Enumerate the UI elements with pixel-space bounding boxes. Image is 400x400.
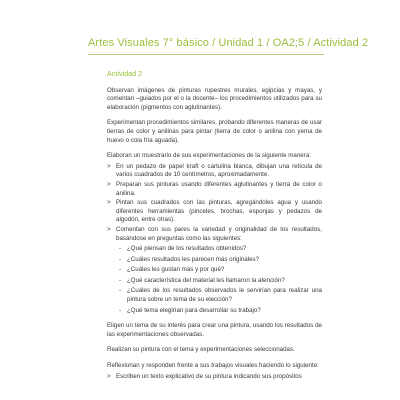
list-item (107, 181, 322, 198)
choose-theme-paragraph: Eligen un tema de su interés para crear una pintura, usando los resultados de las experimentaciones observadas. (107, 322, 322, 338)
reflect-list (107, 373, 322, 382)
list-item (107, 373, 322, 382)
question-text: ¿Qué piensan de los resultados obtenidos? (127, 245, 247, 253)
list-item (116, 266, 322, 275)
bullet-arrow-icon: > (107, 199, 111, 207)
question-text: ¿Cuáles les gustan más y por qué? (127, 266, 225, 274)
bullet-arrow-icon: > (107, 180, 111, 188)
list-item (116, 245, 322, 254)
paint-paragraph: Realizan su pintura con el tema y experimentaciones seleccionadas. (107, 346, 295, 354)
step-text: Comentan con sus pares la variedad y originalidad de los resultados, basándose en preguntas como las siguientes: (116, 225, 322, 242)
step-text: Pintan sus cuadrados con las pinturas, agregándoles agua y usando diferentes herramientas (pinceles, brochas, esponjas y pedazos de algodón, entre otras). (116, 199, 322, 224)
page-header-title: Artes Visuales 7° básico / Unidad 1 / OA2;5 / Actividad 2 (88, 37, 369, 49)
step-text: Preparan sus pinturas usando diferentes aglutinantes y tierra de color o anilina. (116, 180, 322, 197)
dash-icon: - (119, 276, 122, 284)
list-item (116, 256, 322, 265)
dash-icon: - (119, 245, 122, 253)
questions-list (116, 245, 322, 315)
list-item (116, 277, 322, 286)
list-item (116, 287, 322, 304)
question-text: ¿Qué característica del material les llamaron la atención? (127, 276, 285, 284)
list-item (107, 199, 322, 225)
step-text: En un pedazo de papel kraft o cartulina blanca, dibujan una retícula de varios cuadrados de 10 centímetros, aproximadamente. (116, 162, 322, 179)
reflect-intro-paragraph: Reflexionan y responden frente a sus trabajos visuales haciendo lo siguiente: (107, 362, 319, 370)
activity-title: Actividad 2 (107, 69, 143, 78)
sample-intro-paragraph: Elaboran un muestrario de sus experimentaciones de la siguiente manera: (107, 152, 311, 160)
bullet-arrow-icon: > (107, 162, 111, 170)
bullet-arrow-icon: > (107, 225, 111, 233)
question-text: ¿Cuáles resultados les parecen más originales? (127, 255, 260, 263)
dash-icon: - (119, 266, 122, 274)
list-item (107, 163, 322, 180)
steps-list (107, 163, 322, 316)
list-item (116, 307, 322, 316)
intro-paragraph: Observan imágenes de pinturas rupestres murales, egipcias y mayas, y comentan –guiados por el o la docente– los procedimientos utilizados para su elaboración (pigmentos con aglutinantes). (107, 86, 322, 111)
question-text: ¿Qué tema elegirían para desarrollar su trabajo? (127, 306, 261, 314)
question-text: ¿Cuáles de los resultados observados le servirían para realizar una pintura sobre un tema de su elección? (127, 287, 322, 304)
activity-content (107, 70, 322, 388)
list-item (107, 226, 322, 315)
dash-icon: - (119, 255, 122, 263)
header-divider (88, 54, 324, 55)
dash-icon: - (119, 287, 122, 295)
experiment-paragraph: Experimentan procedimientos similares, probando diferentes maneras de usar tierras de color y anilinas para pintar (tierra de color o anilina con yema de huevo o cola fría aguada). (107, 119, 322, 144)
bullet-arrow-icon: > (107, 372, 111, 380)
dash-icon: - (119, 306, 122, 314)
reflect-step-text: Escriben un texto explicativo de su pintura indicando sus propósitos (116, 372, 302, 380)
